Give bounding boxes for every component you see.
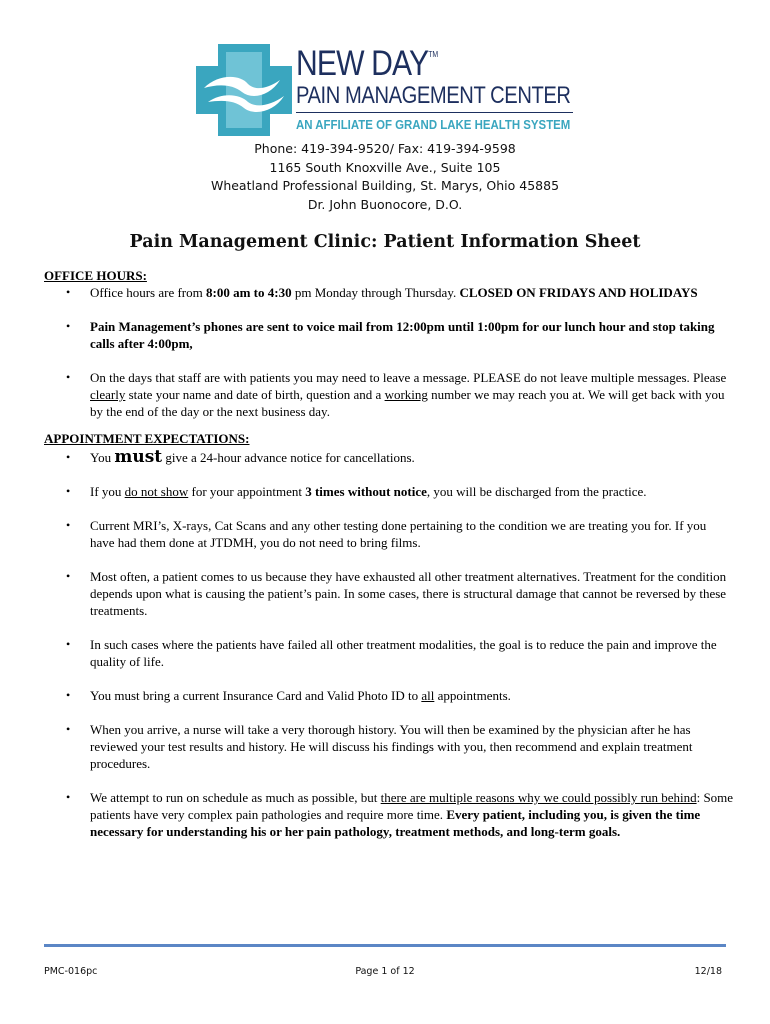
office-hours-list (44, 284, 734, 420)
office-hours-heading: OFFICE HOURS: (44, 268, 147, 283)
address-line-1: 1165 South Knoxville Ave., Suite 105 (269, 159, 501, 175)
list-item: • You must give a 24-hour advance notice for cancellations. (44, 449, 734, 466)
footer-divider (44, 944, 726, 947)
contact-block (0, 140, 770, 214)
list-item: • We attempt to run on schedule as much as possible, but there are multiple reasons why we could possibly run behind: Some patients have very complex pain pathologies and require more time. Every patient, including you, is given the time necessary for understanding his or her pain pathology, treatment methods, and long-term goals. (44, 789, 734, 840)
list-item: • You must bring a current Insurance Card and Valid Photo ID to all appointments. (44, 687, 734, 704)
document-body (44, 267, 734, 840)
list-item: • Current MRI’s, X-rays, Cat Scans and any other testing done pertaining to the condition we are treating you for. If you have had them done at JTDMH, you do not need to bring films. (44, 517, 734, 551)
logo-name: NEW DAY™ (296, 44, 439, 83)
list-item: • Pain Management’s phones are sent to voice mail from 12:00pm until 1:00pm for our lunch hour and stop taking calls after 4:00pm, (44, 318, 734, 352)
list-item: • On the days that staff are with patients you may need to leave a message. PLEASE do not leave multiple messages. Please clearly state your name and date of birth, question and a working number we may reach you at. We will get back with you by the end of the day or the next business day. (44, 369, 734, 420)
form-code: PMC-016pc (44, 966, 98, 977)
list-item: • When you arrive, a nurse will take a very thorough history. You will then be examined by the physician after he has reviewed your test results and history. He will discuss his findings with you, then recommend and explain treatment procedures. (44, 721, 734, 772)
list-item: • Most often, a patient comes to us because they have exhausted all other treatment alternatives. Treatment for the condition depends upon what is causing the patient’s pain. In some cases, there is structural damage that cannot be reversed by these treatments. (44, 568, 734, 619)
revision-date: 12/18 (694, 966, 722, 977)
logo (196, 44, 586, 136)
doctor-name: Dr. John Buonocore, D.O. (307, 196, 463, 212)
page-number: Page 1 of 12 (355, 966, 415, 977)
appointment-list (44, 449, 734, 840)
document-title: Pain Management Clinic: Patient Information Sheet (129, 232, 641, 252)
list-item: • Office hours are from 8:00 am to 4:30 pm Monday through Thursday. CLOSED ON FRIDAYS AND HOLIDAYS (44, 284, 734, 301)
phone-fax: Phone: 419-394-9520/ Fax: 419-394-9598 (254, 141, 516, 156)
appointment-heading: APPOINTMENT EXPECTATIONS: (44, 431, 250, 446)
logo-subtitle: PAIN MANAGEMENT CENTER (296, 82, 571, 109)
list-item: • In such cases where the patients have failed all other treatment modalities, the goal is to reduce the pain and improve the quality of life. (44, 636, 734, 670)
logo-divider (296, 112, 573, 113)
list-item: • If you do not show for your appointment 3 times without notice, you will be discharged from the practice. (44, 483, 734, 500)
logo-mark-icon (196, 44, 292, 136)
logo-affiliate: AN AFFILIATE OF GRAND LAKE HEALTH SYSTEM (296, 117, 571, 132)
trademark-mark: TM (428, 50, 439, 59)
address-line-2: Wheatland Professional Building, St. Marys, Ohio 45885 (210, 178, 560, 193)
